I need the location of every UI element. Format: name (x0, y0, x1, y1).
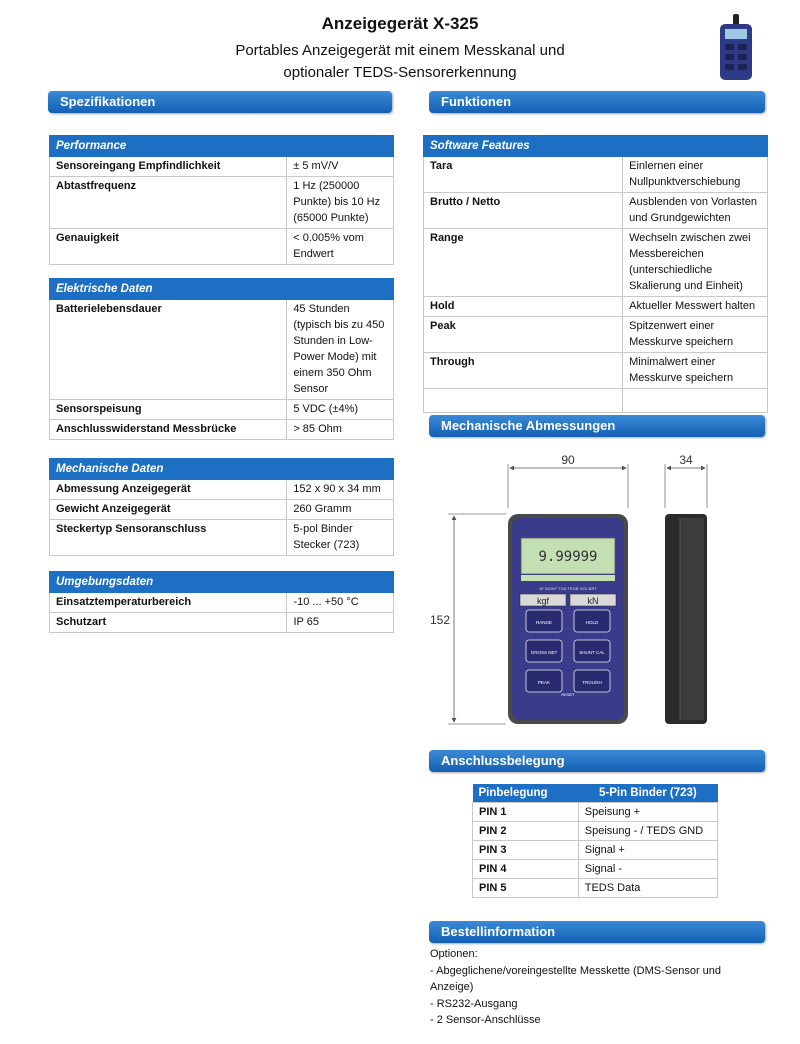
table-row: PIN 4 Signal - (473, 859, 718, 878)
table-row: Through Minimalwert einer Messkurve speichern (424, 353, 768, 389)
environment-table (49, 571, 394, 633)
section-pin-assignment: Anschlussbelegung (429, 750, 765, 772)
table-row: Range Wechseln zwischen zwei Messbereichen (unterschiedliche Skalierung und Einheit) (424, 229, 768, 297)
software-caption: Software Features (424, 136, 768, 157)
mechanical-data-caption: Mechanische Daten (50, 459, 394, 480)
table-row: PIN 3 Signal + (473, 840, 718, 859)
dim-depth-label: 34 (679, 453, 693, 467)
document-subtitle (160, 40, 640, 84)
subtitle-line-1: Portables Anzeigegerät mit einem Messkanal und (235, 42, 565, 59)
table-row: Abtastfrequenz 1 Hz (250000 Punkte) bis 10 Hz (65000 Punkte) (50, 177, 394, 229)
table-row: Genauigkeit < 0.005% vom Endwert (50, 229, 394, 265)
unit-kn: kN (587, 596, 599, 606)
table-row: Schutzart IP 65 (50, 613, 394, 633)
key-reset: RESET (561, 692, 575, 697)
order-intro: Optionen: (430, 948, 478, 960)
table-row: Brutto / Netto Ausblenden von Vorlasten und Grundgewichten (424, 193, 768, 229)
performance-caption: Performance (50, 136, 394, 157)
table-row (424, 389, 768, 413)
table-row: Peak Spitzenwert einer Messkurve speichern (424, 317, 768, 353)
key-gross-net: GROSS NET (530, 650, 558, 655)
order-options (430, 946, 750, 1029)
table-row: Abmessung Anzeigegerät 152 x 90 x 34 mm (50, 480, 394, 500)
pin-assignment-table (472, 784, 718, 898)
table-row: Anschlusswiderstand Messbrücke > 85 Ohm (50, 420, 394, 440)
list-item: - 2 Sensor-Anschlüsse (430, 1014, 541, 1026)
list-item: - Abgeglichene/voreingestellte Messkette (DMS-Sensor und Anzeige) (430, 964, 722, 993)
software-features-table (423, 135, 768, 413)
section-specifications: Spezifikationen (48, 91, 392, 113)
unit-kgf: kgf (536, 596, 550, 606)
document-title: Anzeigegerät X-325 (321, 14, 479, 33)
table-row: Steckertyp Sensoranschluss 5-pol Binder Stecker (723) (50, 520, 394, 556)
dim-height-label: 152 (429, 613, 451, 627)
performance-table (49, 135, 394, 265)
section-mechanical-dimensions: Mechanische Abmessungen (429, 415, 765, 437)
table-row: PIN 5 TEDS Data (473, 878, 718, 897)
table-row: PIN 2 Speisung - / TEDS GND (473, 821, 718, 840)
table-row: PIN 1 Speisung + (473, 802, 718, 821)
section-functions: Funktionen (429, 91, 765, 113)
subtitle-line-2: optionaler TEDS-Sensorerkennung (283, 64, 517, 81)
section-order-info: Bestellinformation (429, 921, 765, 943)
table-row: Batterielebensdauer 45 Stunden (typisch bis zu 450 Stunden in Low-Power Mode) mit einem 350 Ohm Sensor (50, 300, 394, 400)
key-hold: HOLD (585, 620, 599, 625)
display-reading: 9.99999 (538, 549, 598, 565)
table-row: Hold Aktueller Messwert halten (424, 297, 768, 317)
table-row: Sensorspeisung 5 VDC (±4%) (50, 400, 394, 420)
mechanical-drawing (428, 452, 768, 734)
electrical-caption: Elektrische Daten (50, 279, 394, 300)
table-row: Sensoreingang Empfindlichkeit ± 5 mV/V (50, 157, 394, 177)
indicator-labels: AT BG/NT TGA TRGB HOL BRT (539, 586, 597, 591)
list-item: - RS232-Ausgang (430, 997, 518, 1010)
mechanical-data-table (49, 458, 394, 556)
key-range: RANGE (535, 620, 553, 625)
table-row: Einsatztemperaturbereich -10 ... +50 °C (50, 593, 394, 613)
key-trough: TROUGH (582, 680, 602, 685)
electrical-table (49, 278, 394, 440)
key-shunt-cal: SHUNT CAL (579, 650, 605, 655)
binder-col-header: 5-Pin Binder (723) (578, 784, 717, 802)
table-row: Tara Einlernen einer Nullpunktverschiebung (424, 157, 768, 193)
key-peak: PEAK (537, 680, 551, 685)
table-row: Gewicht Anzeigegerät 260 Gramm (50, 500, 394, 520)
environment-caption: Umgebungsdaten (50, 572, 394, 593)
device-photo-thumbnail (714, 14, 758, 82)
pin-col-header: Pinbelegung (473, 784, 579, 802)
dim-width-label: 90 (561, 453, 575, 467)
